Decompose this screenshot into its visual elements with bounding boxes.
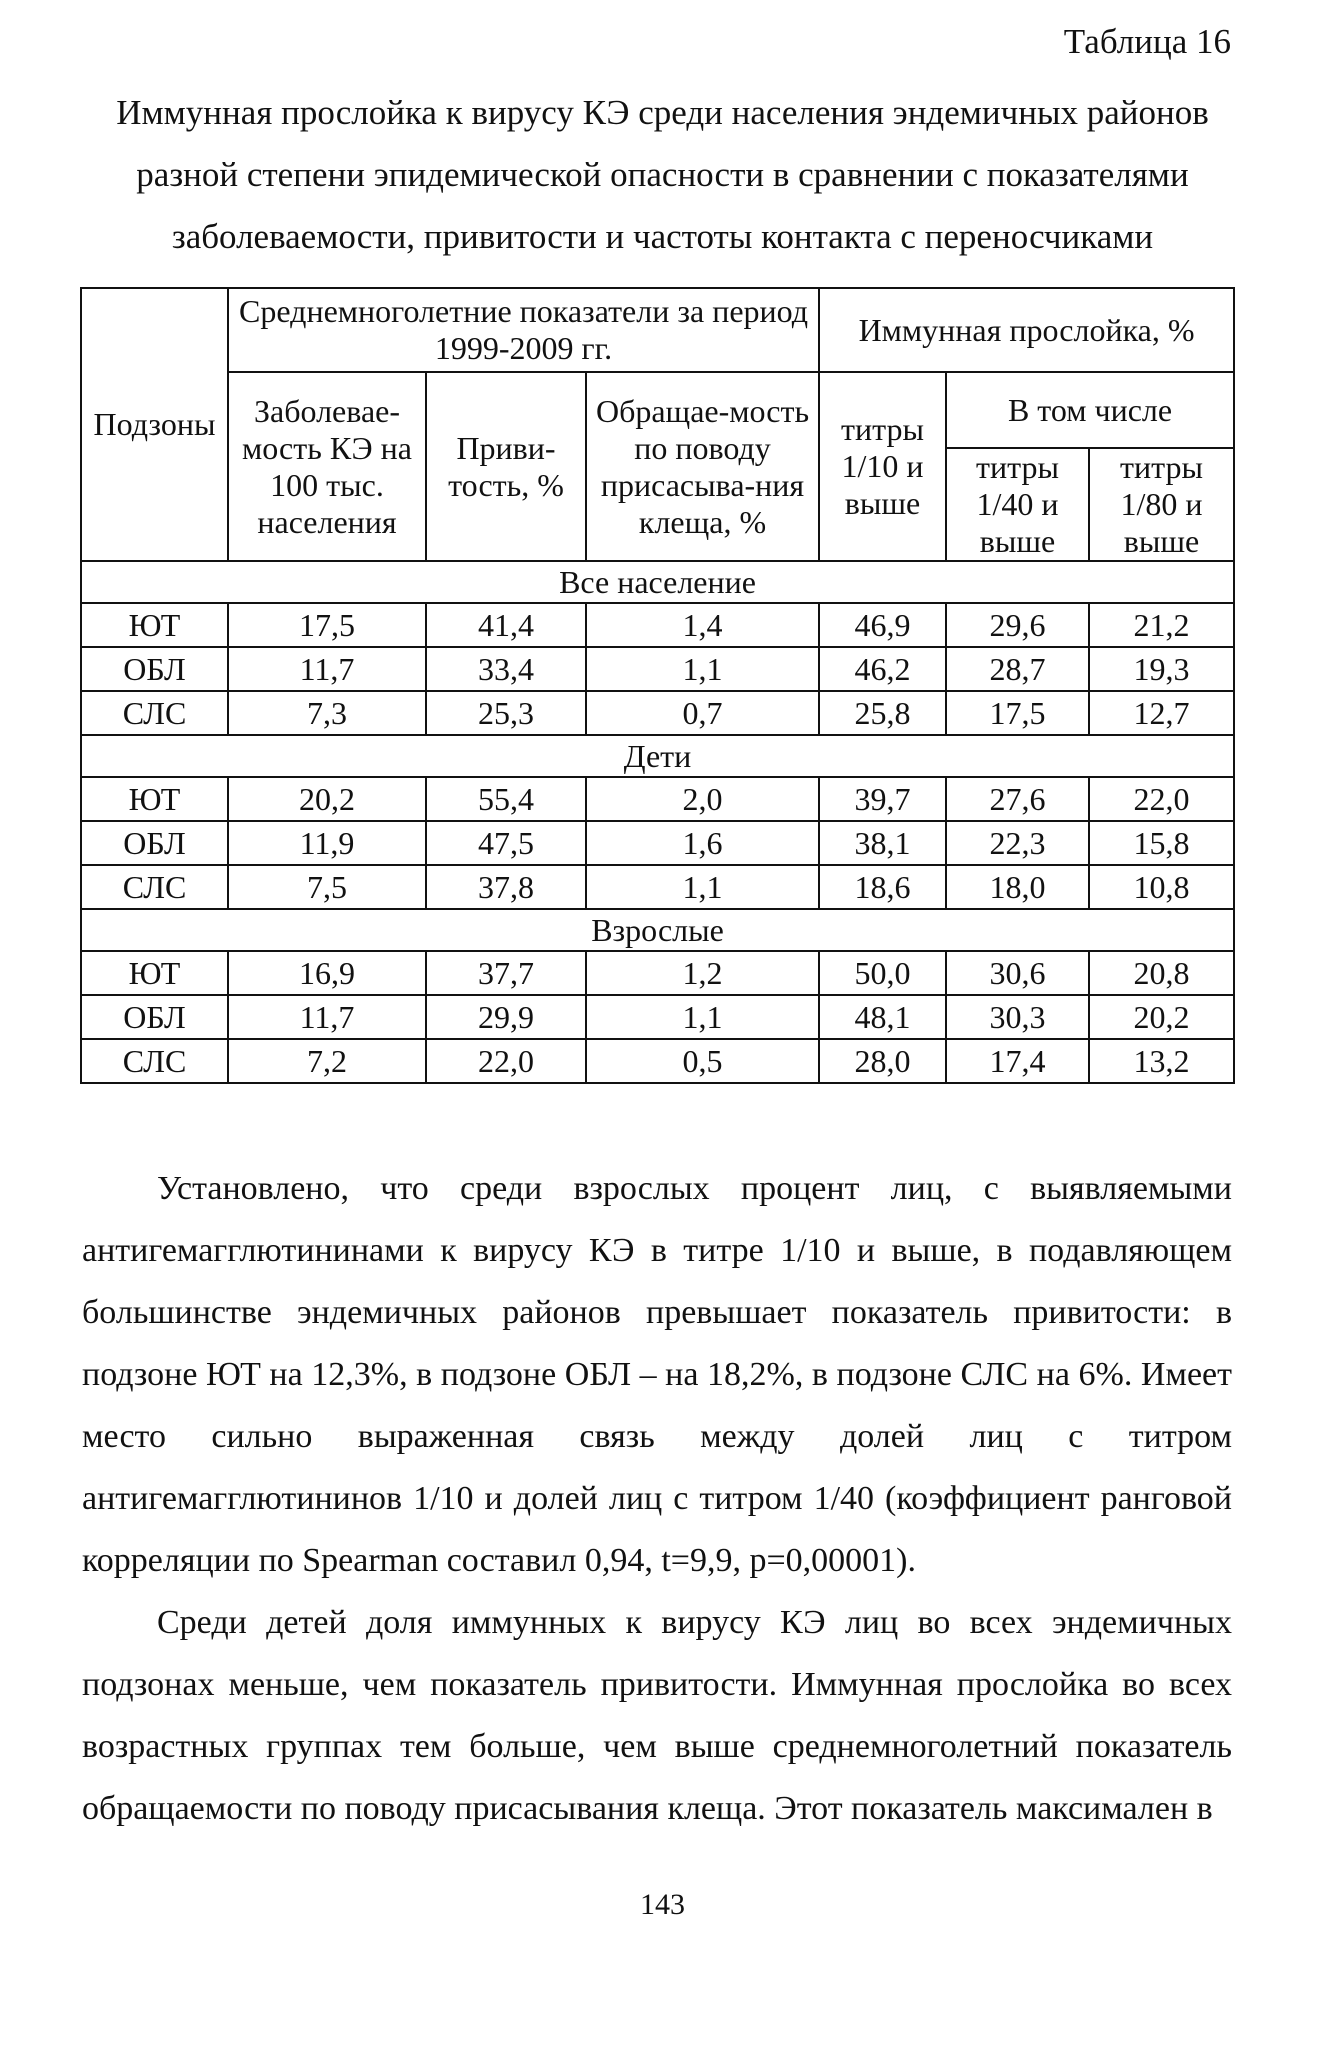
- cell-morbidity: 7,3: [228, 691, 426, 735]
- cell-vaccination: 29,9: [426, 995, 586, 1039]
- table-row: [81, 777, 1234, 821]
- cell-vaccination: 47,5: [426, 821, 586, 865]
- cell-titer-40: 27,6: [946, 777, 1089, 821]
- cell-titer-10: 39,7: [819, 777, 946, 821]
- cell-vaccination: 41,4: [426, 603, 586, 647]
- cell-titer-80: 21,2: [1089, 603, 1234, 647]
- cell-vaccination: 25,3: [426, 691, 586, 735]
- cell-titer-10: 48,1: [819, 995, 946, 1039]
- cell-titer-80: 10,8: [1089, 865, 1234, 909]
- cell-titer-10: 50,0: [819, 951, 946, 995]
- cell-tick-bite: 1,2: [586, 951, 819, 995]
- header-long-term-indicators: Среднемноголетние показатели за период 1999-2009 гг.: [228, 288, 819, 372]
- row-zone: ЮТ: [81, 603, 228, 647]
- paragraph: Установлено, что среди взрослых процент лиц, с выявляемыми антигемагглютининами к вирусу КЭ в титре 1/10 и выше, в подавляющем большинстве эндемичных районов превышает показатель привитости: в подзоне ЮТ на 12,3%, в подзоне ОБЛ – на 18,2%, в подзоне СЛС на 6%. Имеет место сильно выраженная связь между долей лиц с титром антигемагглютининов 1/10 и долей лиц с титром 1/40 (коэффициент ранговой корреляции по Spearman составил 0,94, t=9,9, p=0,00001).: [82, 1170, 1232, 1579]
- table-caption: Иммунная прослойка к вирусу КЭ среди населения эндемичных районов разной степени эпидемической опасности в сравнении с показателями заболеваемости, привитости и частоты контакта с переносчиками: [116, 93, 1209, 256]
- row-zone: ЮТ: [81, 777, 228, 821]
- page-number: 143: [640, 1888, 685, 1921]
- table-row: [81, 691, 1234, 735]
- table-row: [81, 821, 1234, 865]
- cell-tick-bite: 1,1: [586, 865, 819, 909]
- cell-titer-10: 25,8: [819, 691, 946, 735]
- cell-titer-80: 22,0: [1089, 777, 1234, 821]
- cell-morbidity: 16,9: [228, 951, 426, 995]
- cell-titer-10: 28,0: [819, 1039, 946, 1083]
- cell-tick-bite: 2,0: [586, 777, 819, 821]
- header-titer-80: титры 1/80 и выше: [1089, 448, 1234, 561]
- row-zone: ОБЛ: [81, 647, 228, 691]
- cell-vaccination: 33,4: [426, 647, 586, 691]
- cell-titer-10: 46,2: [819, 647, 946, 691]
- table-row: [81, 603, 1234, 647]
- cell-vaccination: 22,0: [426, 1039, 586, 1083]
- row-zone: ЮТ: [81, 951, 228, 995]
- cell-morbidity: 11,7: [228, 647, 426, 691]
- section-title-children: Дети: [81, 735, 1234, 777]
- cell-titer-40: 17,4: [946, 1039, 1089, 1083]
- cell-titer-40: 30,3: [946, 995, 1089, 1039]
- cell-tick-bite: 0,7: [586, 691, 819, 735]
- cell-titer-40: 18,0: [946, 865, 1089, 909]
- cell-titer-40: 17,5: [946, 691, 1089, 735]
- table-row: [81, 951, 1234, 995]
- header-subzone: Подзоны: [81, 288, 228, 561]
- cell-titer-40: 29,6: [946, 603, 1089, 647]
- row-zone: ОБЛ: [81, 821, 228, 865]
- row-zone: СЛС: [81, 691, 228, 735]
- table-row: [81, 647, 1234, 691]
- row-zone: СЛС: [81, 865, 228, 909]
- cell-morbidity: 11,9: [228, 821, 426, 865]
- cell-vaccination: 55,4: [426, 777, 586, 821]
- header-titer-10: титры 1/10 и выше: [819, 372, 946, 561]
- table-row: [81, 1039, 1234, 1083]
- cell-morbidity: 7,2: [228, 1039, 426, 1083]
- section-title-adults: Взрослые: [81, 909, 1234, 951]
- cell-titer-80: 20,2: [1089, 995, 1234, 1039]
- cell-titer-10: 46,9: [819, 603, 946, 647]
- cell-titer-80: 12,7: [1089, 691, 1234, 735]
- table-header: [81, 288, 1234, 561]
- header-vaccination: Приви-тость, %: [426, 372, 586, 561]
- table-row: [81, 995, 1234, 1039]
- table-body: [81, 561, 1234, 1083]
- header-including: В том числе: [946, 372, 1234, 448]
- cell-titer-10: 18,6: [819, 865, 946, 909]
- header-immune-layer: Иммунная прослойка, %: [819, 288, 1234, 372]
- cell-titer-80: 19,3: [1089, 647, 1234, 691]
- cell-titer-80: 13,2: [1089, 1039, 1234, 1083]
- section-title-all: Все население: [81, 561, 1234, 603]
- cell-morbidity: 11,7: [228, 995, 426, 1039]
- header-tick-bite: Обращае-мость по поводу присасыва-ния клеща, %: [586, 372, 819, 561]
- cell-tick-bite: 0,5: [586, 1039, 819, 1083]
- cell-titer-40: 28,7: [946, 647, 1089, 691]
- cell-titer-40: 30,6: [946, 951, 1089, 995]
- cell-vaccination: 37,8: [426, 865, 586, 909]
- table-row: [81, 865, 1234, 909]
- cell-tick-bite: 1,6: [586, 821, 819, 865]
- data-table: [80, 287, 1235, 1084]
- cell-vaccination: 37,7: [426, 951, 586, 995]
- body-text: [82, 1158, 1232, 1840]
- paragraph: Среди детей доля иммунных к вирусу КЭ лиц во всех эндемичных подзонах меньше, чем показатель привитости. Иммунная прослойка во всех возрастных группах тем больше, чем выше среднемноголетний показатель обращаемости по поводу присасывания клеща. Этот показатель максимален в: [82, 1604, 1232, 1827]
- row-zone: ОБЛ: [81, 995, 228, 1039]
- cell-morbidity: 20,2: [228, 777, 426, 821]
- cell-titer-80: 20,8: [1089, 951, 1234, 995]
- cell-tick-bite: 1,4: [586, 603, 819, 647]
- row-zone: СЛС: [81, 1039, 228, 1083]
- table-number: Таблица 16: [1063, 22, 1231, 61]
- cell-tick-bite: 1,1: [586, 647, 819, 691]
- cell-titer-80: 15,8: [1089, 821, 1234, 865]
- cell-morbidity: 17,5: [228, 603, 426, 647]
- header-titer-40: титры 1/40 и выше: [946, 448, 1089, 561]
- cell-morbidity: 7,5: [228, 865, 426, 909]
- cell-titer-40: 22,3: [946, 821, 1089, 865]
- cell-tick-bite: 1,1: [586, 995, 819, 1039]
- header-morbidity: Заболевае-мость КЭ на 100 тыс. населения: [228, 372, 426, 561]
- cell-titer-10: 38,1: [819, 821, 946, 865]
